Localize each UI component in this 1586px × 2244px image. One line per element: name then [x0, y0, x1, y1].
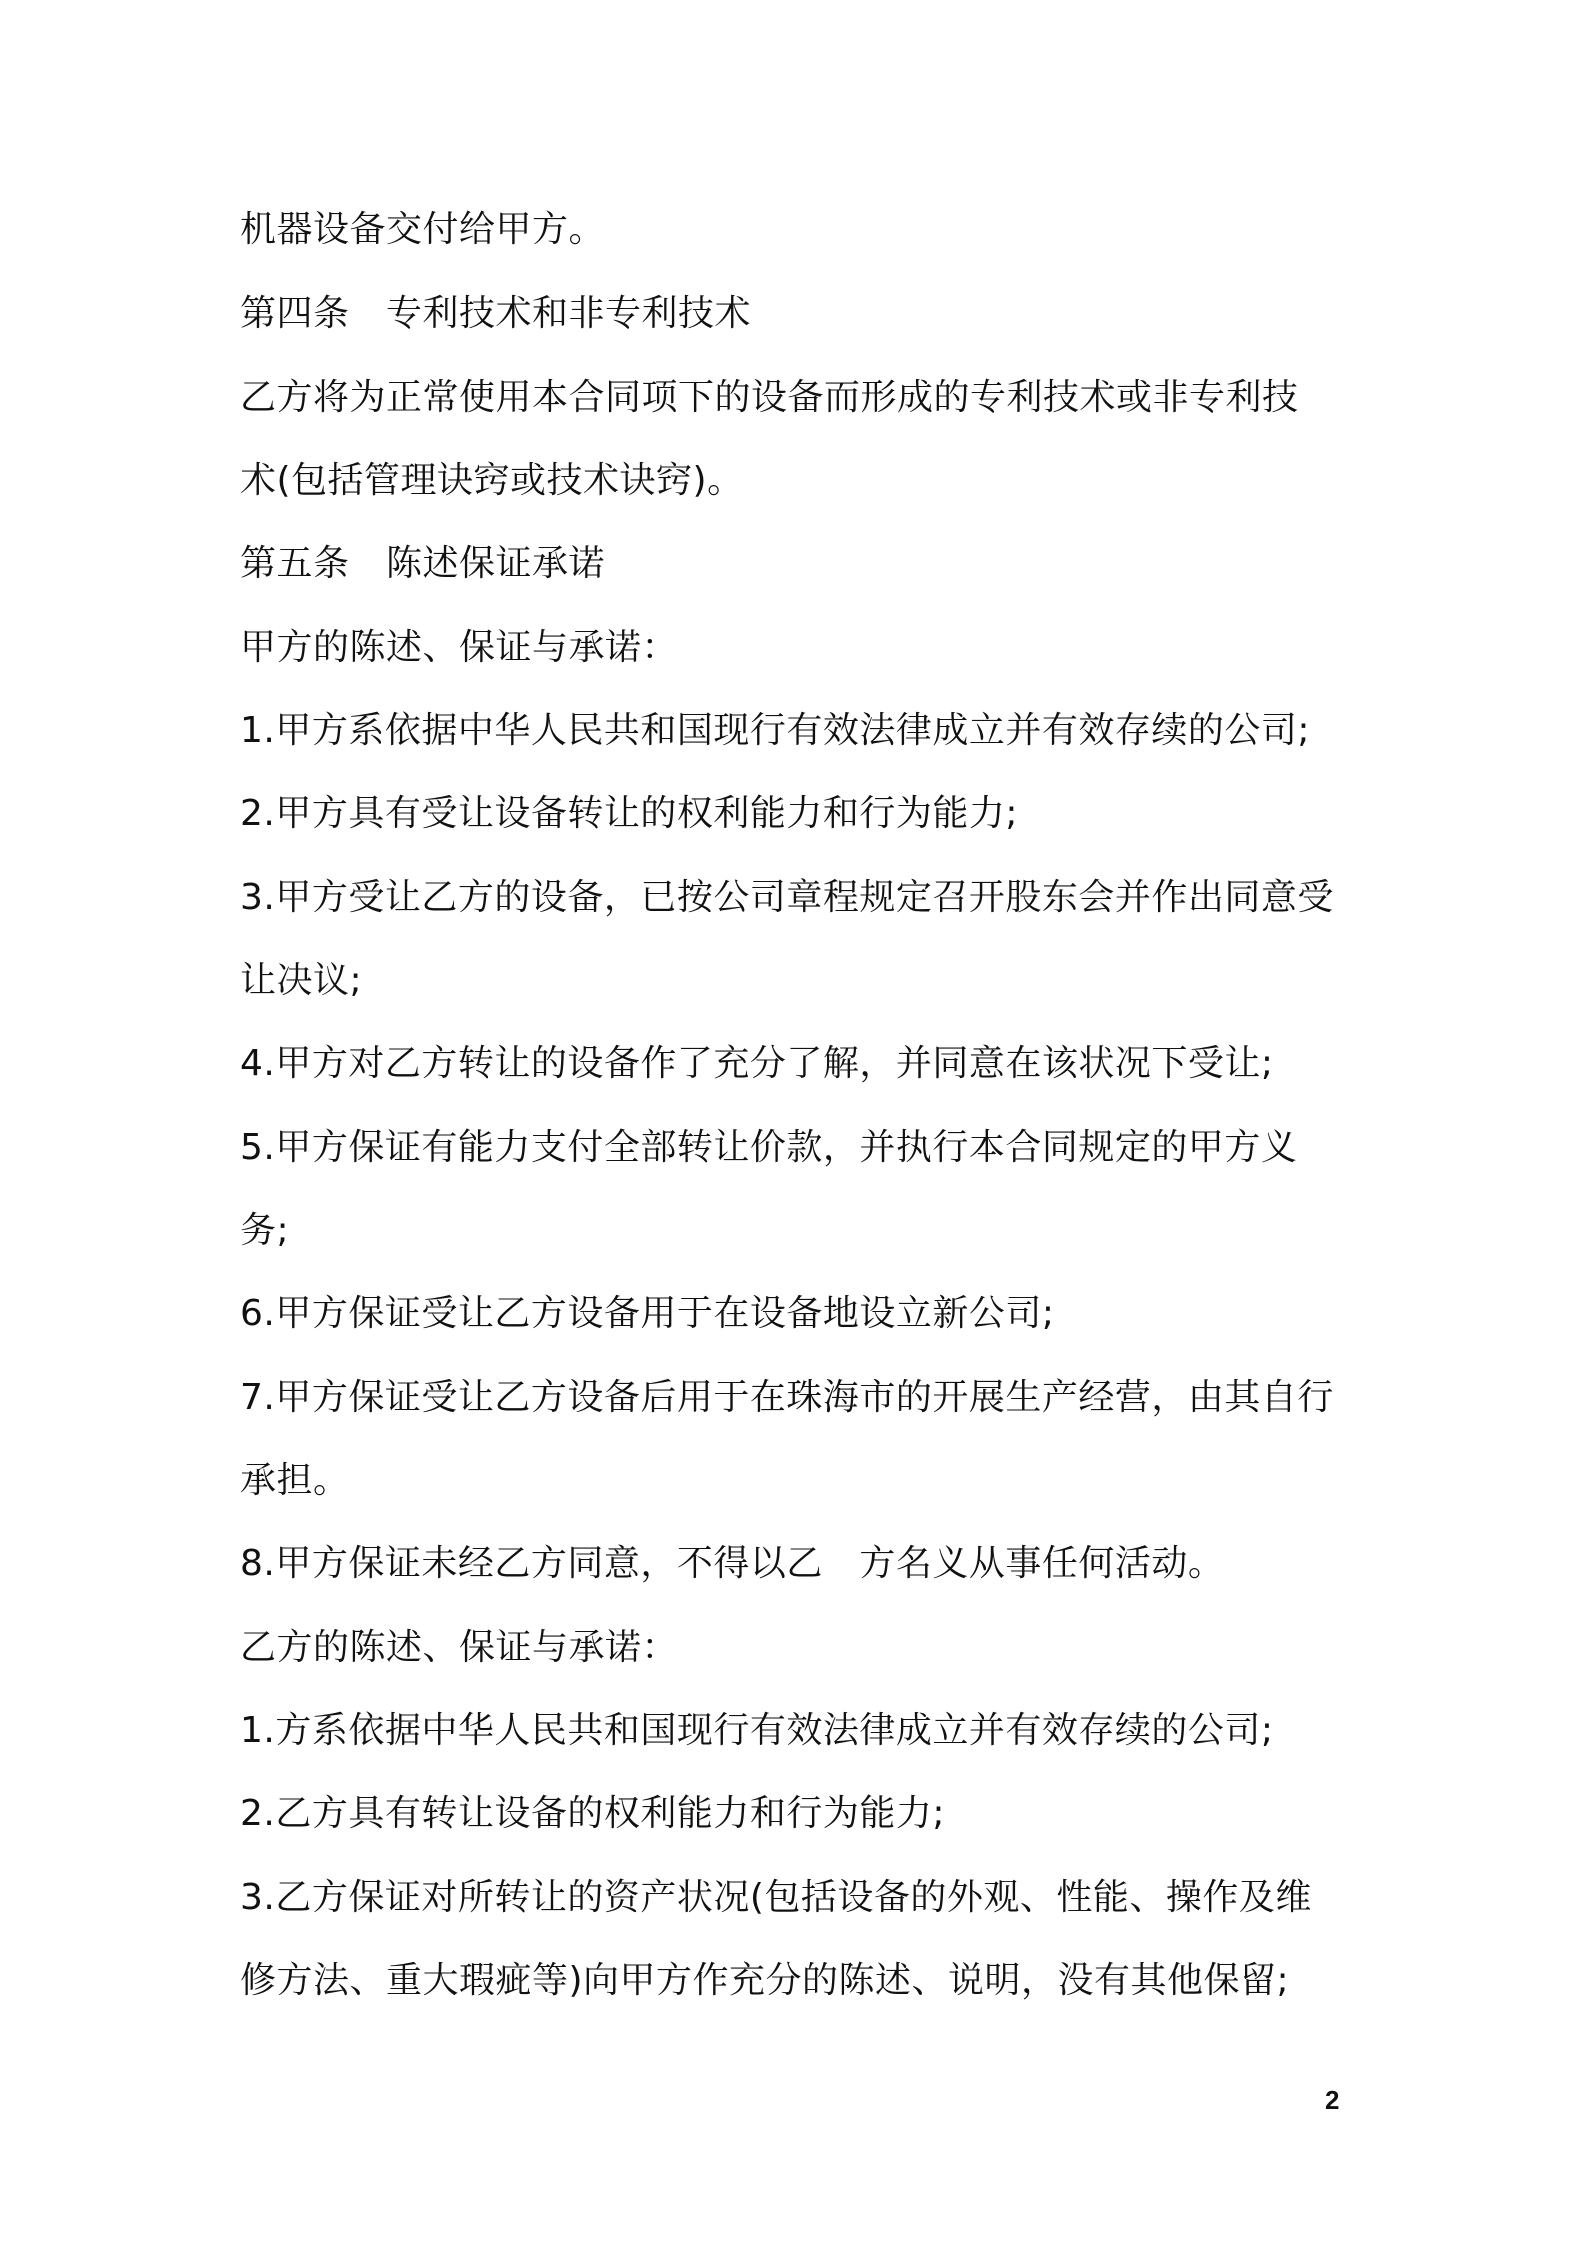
list-item: 2.甲方具有受让设备转让的权利能力和行为能力; — [240, 793, 1018, 834]
article-heading: 第五条 陈述保证承诺 — [240, 543, 606, 584]
text-line: 术(包括管理诀窍或技术诀窍)。 — [240, 460, 744, 501]
text-line: 机器设备交付给甲方。 — [240, 209, 606, 250]
list-item: 2.乙方具有转让设备的权利能力和行为能力; — [240, 1793, 945, 1834]
list-item: 8.甲方保证未经乙方同意，不得以乙 方名义从事任何活动。 — [240, 1543, 1225, 1584]
list-item: 3.甲方受让乙方的设备，已按公司章程规定召开股东会并作出同意受 — [240, 877, 1334, 918]
list-item: 4.甲方对乙方转让的设备作了充分了解，并同意在该状况下受让; — [240, 1043, 1274, 1084]
list-item: 1.方系依据中华人民共和国现行有效法律成立并有效存续的公司; — [240, 1710, 1274, 1751]
section-heading: 甲方的陈述、保证与承诺： — [240, 627, 679, 668]
list-item: 6.甲方保证受让乙方设备用于在设备地设立新公司; — [240, 1293, 1055, 1334]
list-item: 5.甲方保证有能力支付全部转让价款，并执行本合同规定的甲方义 — [240, 1127, 1298, 1168]
list-item-continuation: 务; — [240, 1210, 290, 1251]
list-item-continuation: 让决议; — [240, 960, 363, 1001]
list-item: 3.乙方保证对所转让的资产状况(包括设备的外观、性能、操作及维 — [240, 1877, 1312, 1918]
list-item-continuation: 承担。 — [240, 1460, 350, 1501]
article-heading: 第四条 专利技术和非专利技术 — [240, 293, 752, 334]
text-line: 乙方将为正常使用本合同项下的设备而形成的专利技术或非专利技 — [240, 377, 1299, 418]
list-item: 7.甲方保证受让乙方设备后用于在珠海市的开展生产经营，由其自行 — [240, 1377, 1334, 1418]
section-heading: 乙方的陈述、保证与承诺： — [240, 1627, 679, 1668]
list-item-continuation: 修方法、重大瑕疵等)向甲方作充分的陈述、说明，没有其他保留; — [240, 1960, 1290, 2001]
list-item: 1.甲方系依据中华人民共和国现行有效法律成立并有效存续的公司; — [240, 710, 1310, 751]
page-number: 2 — [1325, 2085, 1340, 2115]
